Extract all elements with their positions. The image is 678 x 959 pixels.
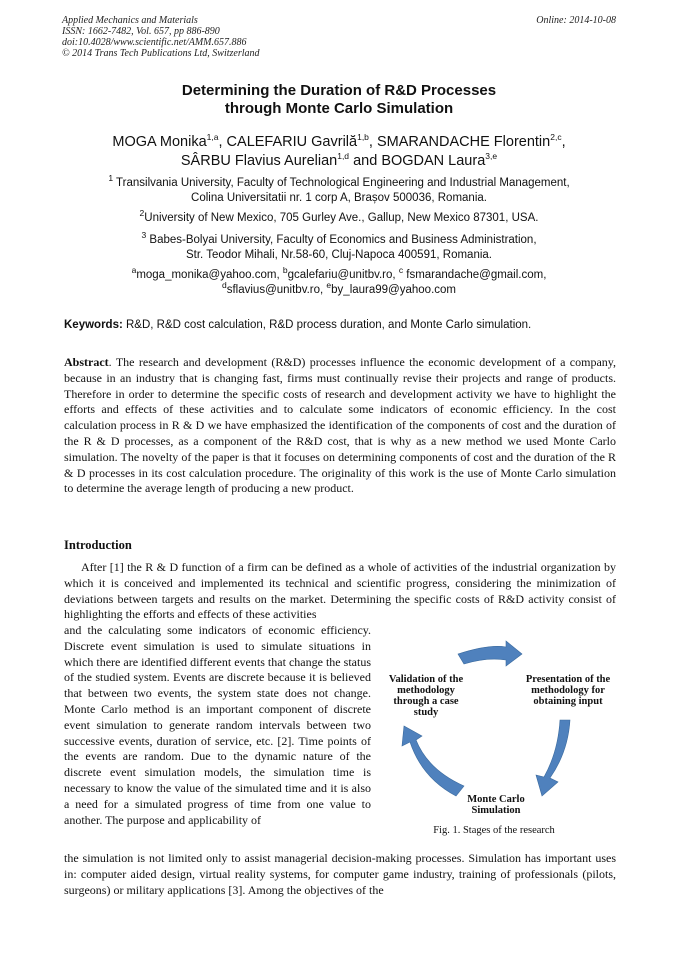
author-name: SÂRBU Flavius Aurelian: [180, 153, 338, 169]
affiliation-line: [62, 230, 616, 248]
email-link[interactable]: fsmarandache@gmail.com,: [406, 269, 547, 281]
author-name: BOGDAN Laura: [381, 153, 486, 169]
author-sup: 1,a: [206, 132, 219, 143]
email-sup: c: [398, 265, 404, 276]
abstract-label: Abstract: [64, 355, 109, 369]
author-sup: 1,d: [337, 151, 350, 162]
keywords: [64, 318, 616, 333]
issn: ISSN: 1662-7482, Vol. 657, pp 886-890: [62, 26, 220, 37]
abstract-text: . The research and development (R&D) processes influence the economic development of a company, because in an industry that is changing fast, firms must continually revise their projects and range of products. Therefore in order to determine the specific costs of research and development activity we have to highlight the efforts and effects of these activities and to calculate some indicators of economic efficiency. In the cost calculation process in R & D we have emphasized the identification of the components of cost and the duration of the R & D processes, as a component of the R&D cost, that is why as a new method we used Monte Carlo simulation. The novelty of the paper is that it focuses on determining components of cost and the duration of the R & D processes in its cost calculation procedure. The originality of this work is the use of Monte Carlo simulation to determine the average length of producing a new product.: [64, 355, 616, 496]
affiliation-text: Babes-Bolyai University, Faculty of Economics and Business Administration,: [149, 234, 537, 246]
title-line-1: Determining the Duration of R&D Processes: [181, 82, 497, 99]
arrow-left: [402, 726, 464, 796]
email-link[interactable]: by_laura99@yahoo.com: [331, 284, 456, 296]
affiliation-2: [62, 208, 616, 226]
affiliation-3: [62, 230, 616, 263]
doi: doi:10.4028/www.scientific.net/AMM.657.886: [62, 37, 247, 48]
author-list: [62, 133, 616, 171]
email-sup: e: [326, 280, 332, 291]
section-heading: Introduction: [64, 538, 132, 552]
intro-paragraph-continued: the simulation is not limited only to assist managerial decision-making processes. Simulation has important uses in: computer aided design, virtual reality systems, for computer game industry, training of professionals (pilots, surgeons) or military applications [3]. Among the objectives of the: [64, 851, 616, 897]
title-line-2: through Monte Carlo Simulation: [224, 100, 454, 117]
affiliation-line: Colina Universitatii nr. 1 corp A, Brașov 500036, Romania.: [191, 192, 487, 204]
email-sup: b: [282, 265, 288, 276]
author-name: SMARANDACHE Florentin: [376, 134, 551, 150]
author-name: MOGA Monika: [112, 134, 207, 150]
keywords-label: Keywords:: [64, 319, 123, 331]
email-sup: a: [131, 265, 137, 276]
affiliation-num: 2: [139, 208, 145, 219]
stage-monte-carlo: Monte Carlo Simulation: [467, 794, 525, 816]
affiliation-text: Transilvania University, Faculty of Technological Engineering and Industrial Management,: [116, 177, 570, 189]
intro-paragraph-wrapped: and the calculating some indicators of economic efficiency. Discrete event simulation is used to simulate situations in which there are identified different events that change the status of the studied system. Events are discrete because it is believed that between two events, the system state does not change. Monte Carlo method is an important component of discrete event simulation to generate random intervals between two successive events, duration of service, etc. [2]. Time points of the events are random. Due to the dynamic nature of the discrete event simulation models, the simulation time is necessary to know the value of the simulated time and it is also a need for a simulated progress of time from one value to another. The purpose and applicability of: [64, 623, 371, 827]
email-link[interactable]: gcalefariu@unitbv.ro,: [287, 269, 396, 281]
email-list: [62, 265, 616, 298]
author-line-1: MOGA Monika$^{1,a}$, CALEFARIU Gavrilă$^{1,b}$, SMARANDACHE Florentin$^{2,c}$,: [112, 132, 566, 150]
author-name: CALEFARIU Gavrilă: [226, 134, 358, 150]
author-and: and: [353, 153, 378, 169]
email-line-1: [62, 265, 616, 283]
figure-1: [372, 630, 616, 842]
affiliation-num: 1: [108, 173, 114, 184]
figure-caption: Fig. 1. Stages of the research: [433, 825, 555, 836]
stage-validation: Validation of the methodology through a case study: [388, 674, 464, 718]
journal-header: [62, 15, 422, 59]
email-sup: d: [222, 280, 227, 291]
author-sup: 3,e: [485, 151, 498, 162]
paper-title: [62, 82, 616, 118]
copyright: © 2014 Trans Tech Publications Ltd, Switzerland: [62, 48, 260, 59]
author-line-2: [62, 152, 616, 171]
affiliation-line: [62, 173, 616, 191]
intro-paragraph: After [1] the R & D function of a firm can be defined as a whole of activities of the industrial organization by which it is conceived and implemented its technical and scientific progress, considering the minimization of deviations between targets and results on the market. Determining the specific costs of R&D activity consist of highlighting the efforts and effects of these activities: [64, 560, 616, 622]
affiliation-1: [62, 173, 616, 206]
affiliation-text: University of New Mexico, 705 Gurley Ave., Gallup, New Mexico 87301, USA.: [144, 212, 539, 224]
keywords-text: R&D, R&D cost calculation, R&D process duration, and Monte Carlo simulation.: [126, 319, 532, 331]
stage-presentation: Presentation of the methodology for obtaining input: [525, 674, 611, 707]
author-sup: 2,c: [550, 132, 562, 143]
author-sup: 1,b: [357, 132, 369, 143]
affiliation-num: 3: [141, 230, 147, 241]
arrow-right: [536, 720, 570, 796]
abstract: [64, 355, 616, 497]
email-line-2: [62, 280, 616, 298]
email-link[interactable]: moga_monika@yahoo.com,: [136, 269, 280, 281]
affiliation-line: Str. Teodor Mihali, Nr.58-60, Cluj-Napoca 400591, Romania.: [186, 249, 492, 261]
journal-name: Applied Mechanics and Materials: [62, 15, 198, 26]
email-link[interactable]: sflavius@unitbv.ro,: [226, 284, 324, 296]
arrow-top: [458, 641, 522, 666]
affiliation-line: [62, 208, 616, 226]
online-date: Online: 2014-10-08: [536, 15, 616, 26]
